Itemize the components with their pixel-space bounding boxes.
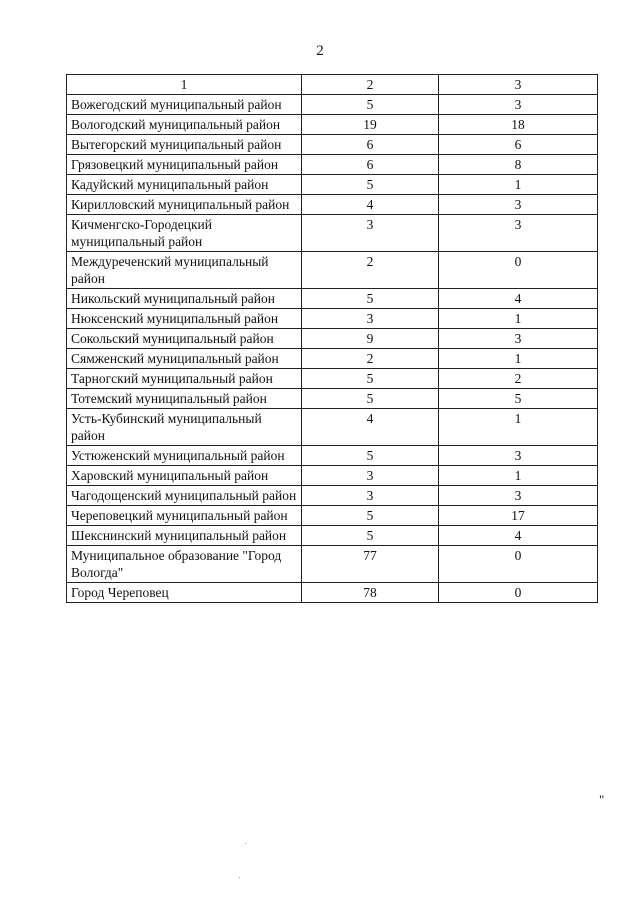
col2-value-cell: 3 [302,215,439,252]
district-name-cell: Нюксенский муниципальный район [67,309,302,329]
table-row [67,289,598,309]
col2-value-cell: 5 [302,389,439,409]
district-name-cell: Сокольский муниципальный район [67,329,302,349]
col3-value-cell: 3 [439,446,598,466]
district-name-cell: Сямженский муниципальный район [67,349,302,369]
col2-value-cell: 5 [302,369,439,389]
col2-value-cell: 19 [302,115,439,135]
col2-value-cell: 3 [302,466,439,486]
district-name-cell: Никольский муниципальный район [67,289,302,309]
table-row [67,135,598,155]
district-name-cell: Кадуйский муниципальный район [67,175,302,195]
col3-value-cell: 1 [439,466,598,486]
col3-value-cell: 18 [439,115,598,135]
district-name-cell: Устюженский муниципальный район [67,446,302,466]
col3-value-cell: 1 [439,349,598,369]
scan-speck [239,877,240,878]
col2-value-cell: 3 [302,309,439,329]
table-row [67,369,598,389]
col2-value-cell: 78 [302,583,439,603]
table-row [67,115,598,135]
district-name-cell: Чагодощенский муниципальный район [67,486,302,506]
table-row [67,526,598,546]
district-name-cell: Вожегодский муниципальный район [67,95,302,115]
col3-value-cell: 4 [439,526,598,546]
table-row [67,583,598,603]
col2-value-cell: 9 [302,329,439,349]
col2-value-cell: 5 [302,175,439,195]
district-name-cell: Харовский муниципальный район [67,466,302,486]
table-row [67,309,598,329]
col3-value-cell: 17 [439,506,598,526]
col2-value-cell: 2 [302,252,439,289]
col3-value-cell: 3 [439,486,598,506]
col3-value-cell: 8 [439,155,598,175]
district-name-cell: Шекснинский муниципальный район [67,526,302,546]
table-row [67,349,598,369]
district-name-cell: Вологодский муниципальный район [67,115,302,135]
district-name-cell: Кирилловский муниципальный район [67,195,302,215]
scan-speck [245,843,246,844]
table-row [67,466,598,486]
col2-value-cell: 5 [302,95,439,115]
col2-value-cell: 3 [302,486,439,506]
district-name-cell: Тотемский муниципальный район [67,389,302,409]
table-row [67,155,598,175]
col2-value-cell: 6 [302,155,439,175]
col3-value-cell: 3 [439,329,598,349]
col2-value-cell: 4 [302,195,439,215]
col3-value-cell: 3 [439,215,598,252]
district-name-cell: Кичменгско-Городецкий муниципальный район [67,215,302,252]
table-row [67,409,598,446]
col3-value-cell: 1 [439,309,598,329]
table-row [67,329,598,349]
table-row [67,252,598,289]
district-name-cell: Череповецкий муниципальный район [67,506,302,526]
table-row [67,215,598,252]
col3-value-cell: 3 [439,95,598,115]
col3-value-cell: 4 [439,289,598,309]
col2-value-cell: 2 [302,349,439,369]
col3-value-cell: 0 [439,546,598,583]
col2-value-cell: 5 [302,446,439,466]
table-row [67,446,598,466]
col3-value-cell: 3 [439,195,598,215]
table-row [67,195,598,215]
col2-value-cell: 5 [302,526,439,546]
table-row [67,486,598,506]
district-name-cell: Муниципальное образование "Город Вологда" [67,546,302,583]
col3-value-cell: 1 [439,175,598,195]
table-header-row [67,75,598,95]
col3-value-cell: 6 [439,135,598,155]
table-row [67,389,598,409]
district-name-cell: Тарногский муниципальный район [67,369,302,389]
districts-table [66,74,598,603]
table-row [67,175,598,195]
district-name-cell: Усть-Кубинский муниципальный район [67,409,302,446]
col3-value-cell: 2 [439,369,598,389]
col2-value-cell: 5 [302,289,439,309]
district-name-cell: Город Череповец [67,583,302,603]
header-col-3: 3 [439,75,598,95]
district-name-cell: Вытегорский муниципальный район [67,135,302,155]
col3-value-cell: 5 [439,389,598,409]
district-name-cell: Междуреченский муниципальный район [67,252,302,289]
col2-value-cell: 6 [302,135,439,155]
col2-value-cell: 77 [302,546,439,583]
header-col-2: 2 [302,75,439,95]
header-col-1: 1 [67,75,302,95]
col2-value-cell: 4 [302,409,439,446]
col3-value-cell: 0 [439,583,598,603]
col3-value-cell: 0 [439,252,598,289]
col3-value-cell: 1 [439,409,598,446]
table-row [67,95,598,115]
page-number: 2 [316,43,324,59]
col2-value-cell: 5 [302,506,439,526]
district-name-cell: Грязовецкий муниципальный район [67,155,302,175]
table-row [67,506,598,526]
table-row [67,546,598,583]
closing-quote: " [599,792,605,807]
